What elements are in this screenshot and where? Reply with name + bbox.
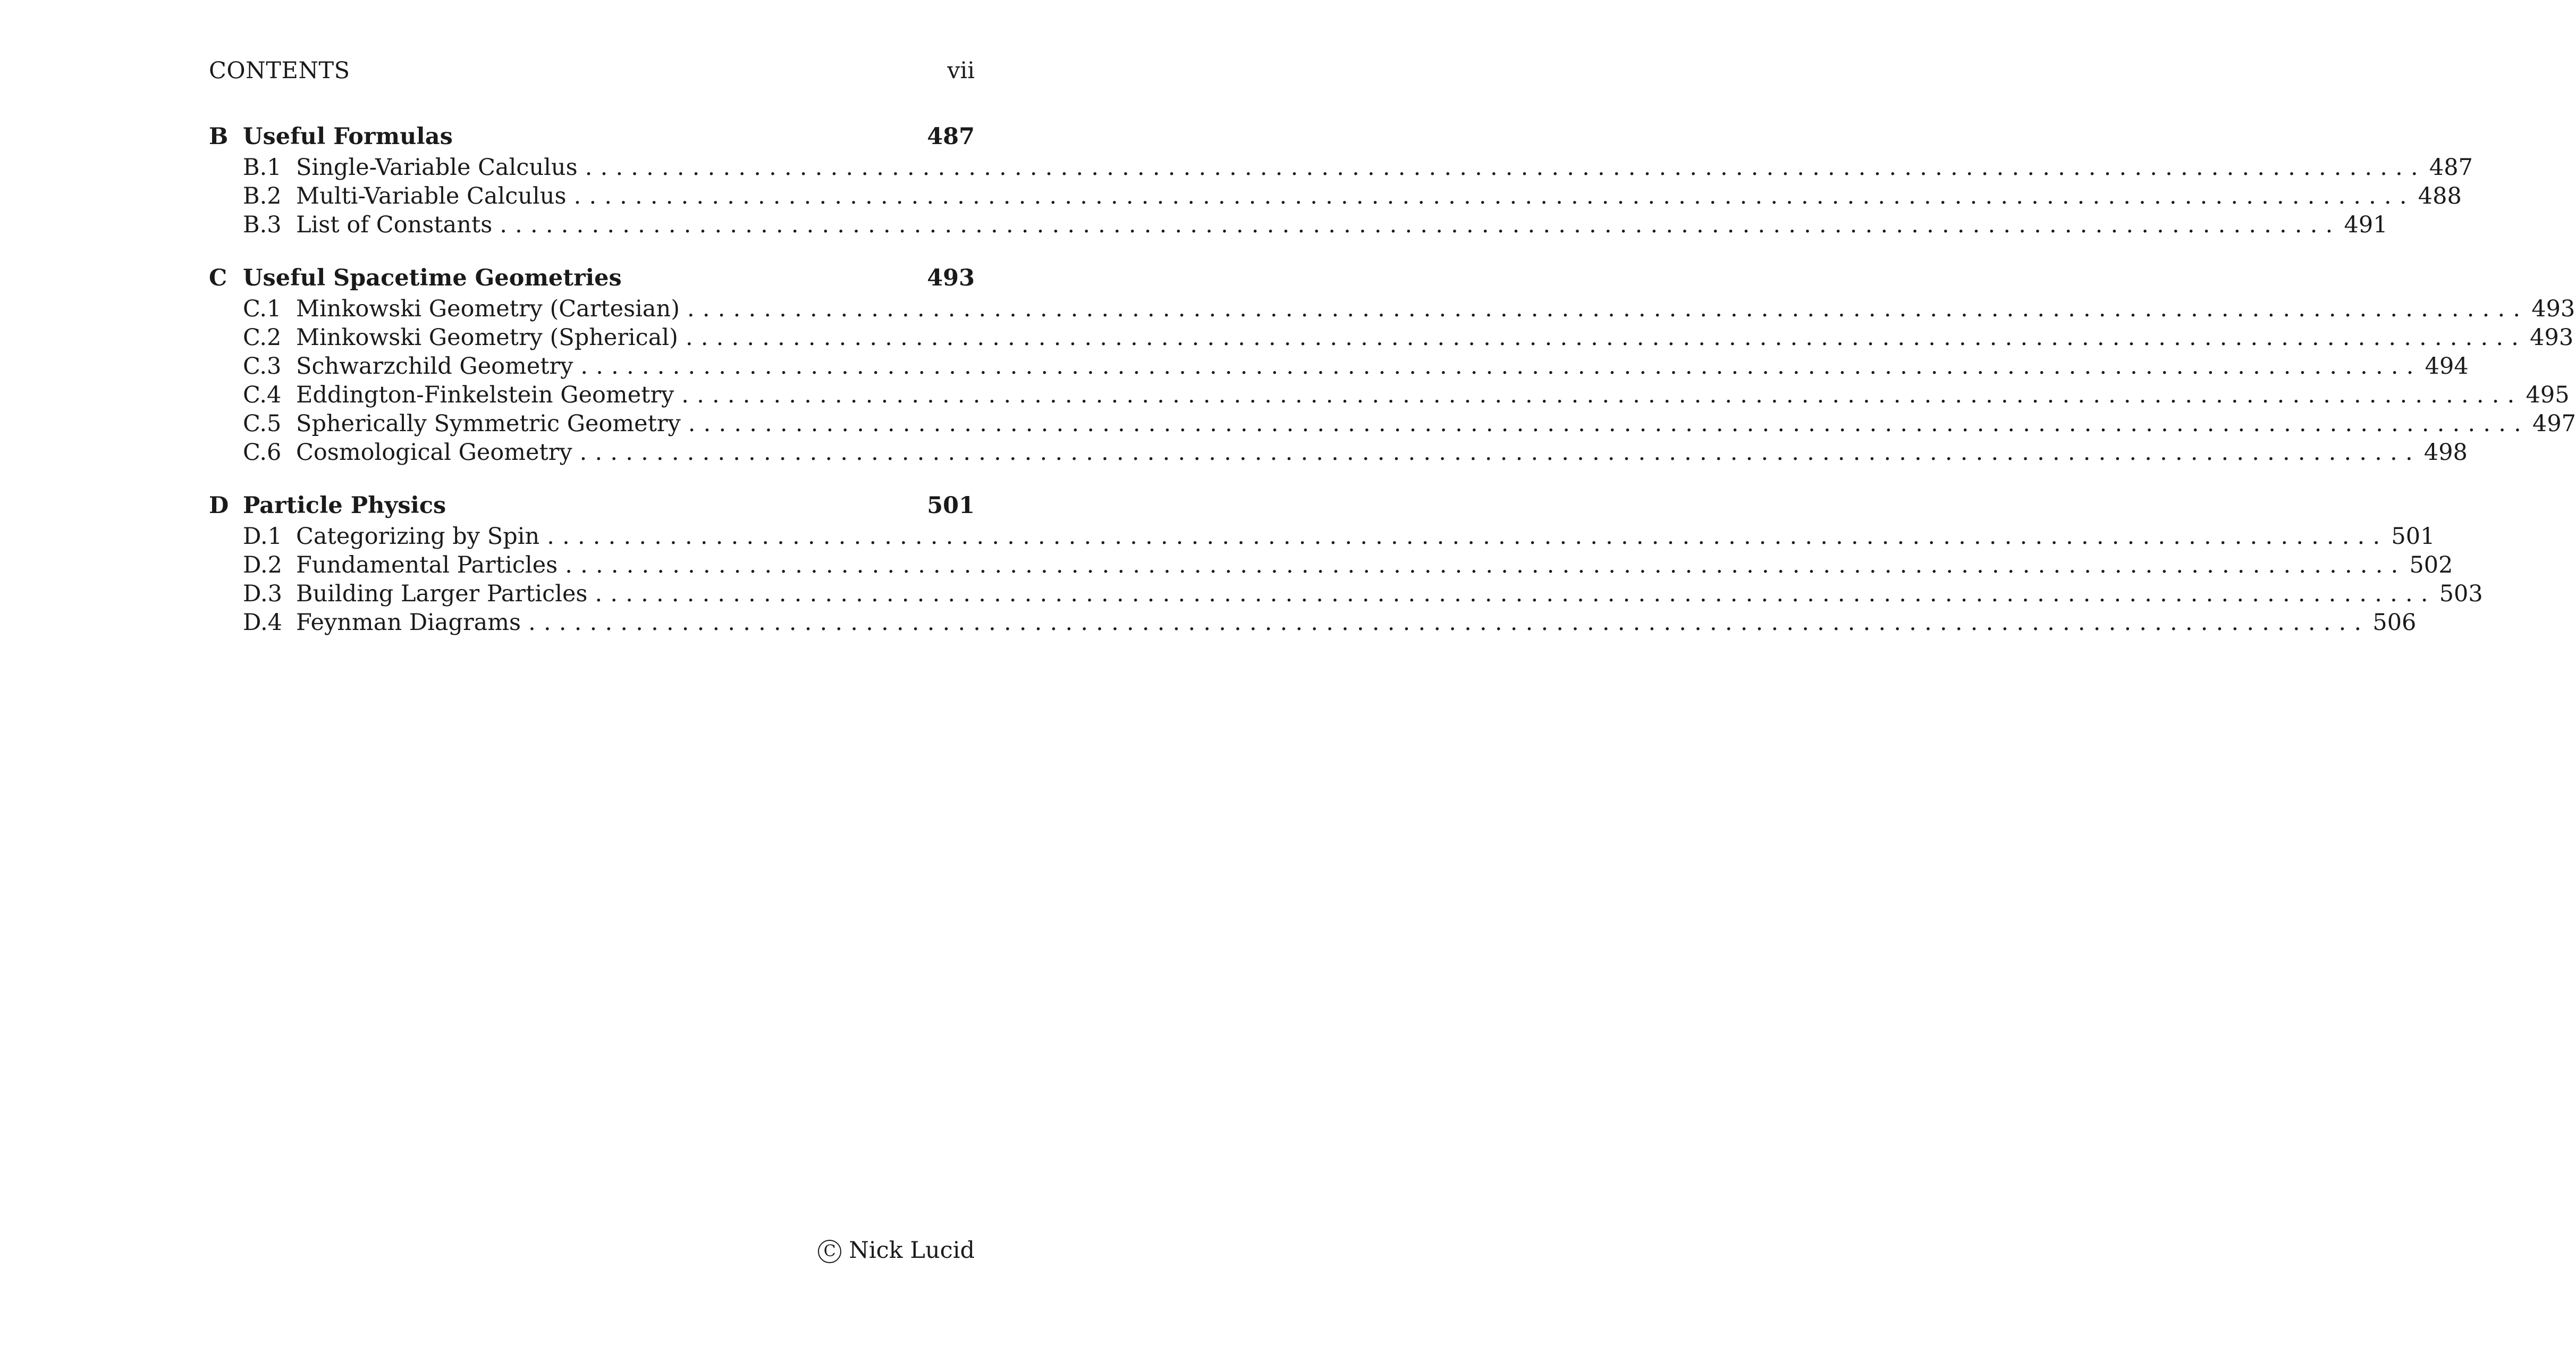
running-header xyxy=(209,56,975,85)
section-number: C.5 xyxy=(243,410,282,437)
table-of-contents xyxy=(209,120,2576,637)
section-page-number: 487 xyxy=(2429,154,2473,181)
section-title: Schwarzchild Geometry xyxy=(296,352,580,381)
toc-section-entry[interactable] xyxy=(209,211,2388,239)
toc-chapter-entry[interactable] xyxy=(209,489,975,522)
section-page-number: 495 xyxy=(2526,382,2570,408)
section-page-number: 493 xyxy=(2531,296,2575,322)
toc-chapter-d xyxy=(209,489,2483,637)
dot-leader: ........................................................................................................................ xyxy=(579,439,2421,466)
section-title: Building Larger Particles xyxy=(296,579,595,608)
chapter-page-number: 493 xyxy=(927,265,975,291)
dot-leader: ........................................................................................................................ xyxy=(585,154,2426,181)
toc-section-entry[interactable] xyxy=(209,438,2468,467)
section-number: D.4 xyxy=(243,609,282,636)
author-name: Nick Lucid xyxy=(849,1237,975,1264)
section-number: D.2 xyxy=(243,552,282,578)
copyright-credit xyxy=(818,1234,975,1266)
dot-leader: ........................................................................................................................ xyxy=(528,609,2370,636)
toc-section-entry[interactable] xyxy=(209,295,2575,323)
toc-section-entry[interactable] xyxy=(209,352,2469,381)
toc-chapter-c xyxy=(209,262,2576,467)
section-number: C.4 xyxy=(243,382,282,408)
section-page-number: 503 xyxy=(2439,581,2483,607)
chapter-page-number: 487 xyxy=(927,123,975,150)
chapter-title: Useful Spacetime Geometries xyxy=(243,265,622,291)
toc-section-entry[interactable] xyxy=(209,608,2417,637)
section-title: Multi-Variable Calculus xyxy=(296,182,574,211)
dot-leader: ........................................................................................................................ xyxy=(681,382,2523,408)
toc-section-entry[interactable] xyxy=(209,551,2453,579)
dot-leader: ........................................................................................................................ xyxy=(687,296,2529,322)
dot-leader: ........................................................................................................................ xyxy=(573,183,2415,209)
section-page-number: 502 xyxy=(2409,552,2453,578)
section-title: Cosmological Geometry xyxy=(296,438,580,467)
section-number: C.6 xyxy=(243,439,282,466)
section-number: B.2 xyxy=(243,183,282,209)
dot-leader: ........................................................................................................................ xyxy=(595,581,2436,607)
dot-leader: ........................................................................................................................ xyxy=(565,552,2406,578)
chapter-letter: C xyxy=(209,265,227,291)
dot-leader: ........................................................................................................................ xyxy=(688,410,2529,437)
dot-leader: ........................................................................................................................ xyxy=(547,523,2388,550)
section-number: B.1 xyxy=(243,154,282,181)
toc-section-entry[interactable] xyxy=(209,522,2435,551)
chapter-title: Particle Physics xyxy=(243,492,446,519)
dot-leader: ........................................................................................................................ xyxy=(500,212,2341,238)
section-title: List of Constants xyxy=(296,211,500,239)
section-number: D.1 xyxy=(243,523,282,550)
chapter-page-number: 501 xyxy=(927,492,975,519)
section-number: C.3 xyxy=(243,353,282,380)
section-title: Fundamental Particles xyxy=(296,551,565,579)
section-title: Minkowski Geometry (Spherical) xyxy=(296,323,686,352)
section-page-number: 493 xyxy=(2530,324,2574,351)
running-header-page-number: vii xyxy=(947,57,975,84)
section-page-number: 494 xyxy=(2425,353,2469,380)
section-page-number: 498 xyxy=(2423,439,2468,466)
toc-section-entry[interactable] xyxy=(209,579,2483,608)
toc-section-entry[interactable] xyxy=(209,323,2574,352)
section-number: C.2 xyxy=(243,324,282,351)
running-header-title: CONTENTS xyxy=(209,57,350,84)
dot-leader: ........................................................................................................................ xyxy=(685,324,2527,351)
toc-section-entry[interactable] xyxy=(209,182,2462,211)
chapter-title: Useful Formulas xyxy=(243,123,453,150)
chapter-letter: B xyxy=(209,123,229,150)
section-page-number: 491 xyxy=(2344,212,2388,238)
toc-chapter-entry[interactable] xyxy=(209,120,975,153)
toc-chapter-b xyxy=(209,120,2473,239)
section-title: Feynman Diagrams xyxy=(296,608,528,637)
section-title: Spherically Symmetric Geometry xyxy=(296,409,688,438)
toc-chapter-entry[interactable] xyxy=(209,262,975,295)
section-title: Minkowski Geometry (Cartesian) xyxy=(296,295,687,323)
toc-section-entry[interactable] xyxy=(209,153,2473,182)
section-page-number: 501 xyxy=(2391,523,2435,550)
dot-leader: ........................................................................................................................ xyxy=(580,353,2422,380)
copyright-icon xyxy=(818,1240,841,1263)
toc-section-entry[interactable] xyxy=(209,381,2570,409)
section-title: Categorizing by Spin xyxy=(296,522,547,551)
section-number: C.1 xyxy=(243,296,282,322)
chapter-letter: D xyxy=(209,492,229,519)
toc-section-entry[interactable] xyxy=(209,409,2576,438)
section-number: B.3 xyxy=(243,212,282,238)
section-title: Eddington-Finkelstein Geometry xyxy=(296,381,681,409)
section-page-number: 506 xyxy=(2372,609,2417,636)
section-title: Single-Variable Calculus xyxy=(296,153,585,182)
section-page-number: 497 xyxy=(2532,410,2576,437)
section-page-number: 488 xyxy=(2418,183,2462,209)
section-number: D.3 xyxy=(243,581,282,607)
